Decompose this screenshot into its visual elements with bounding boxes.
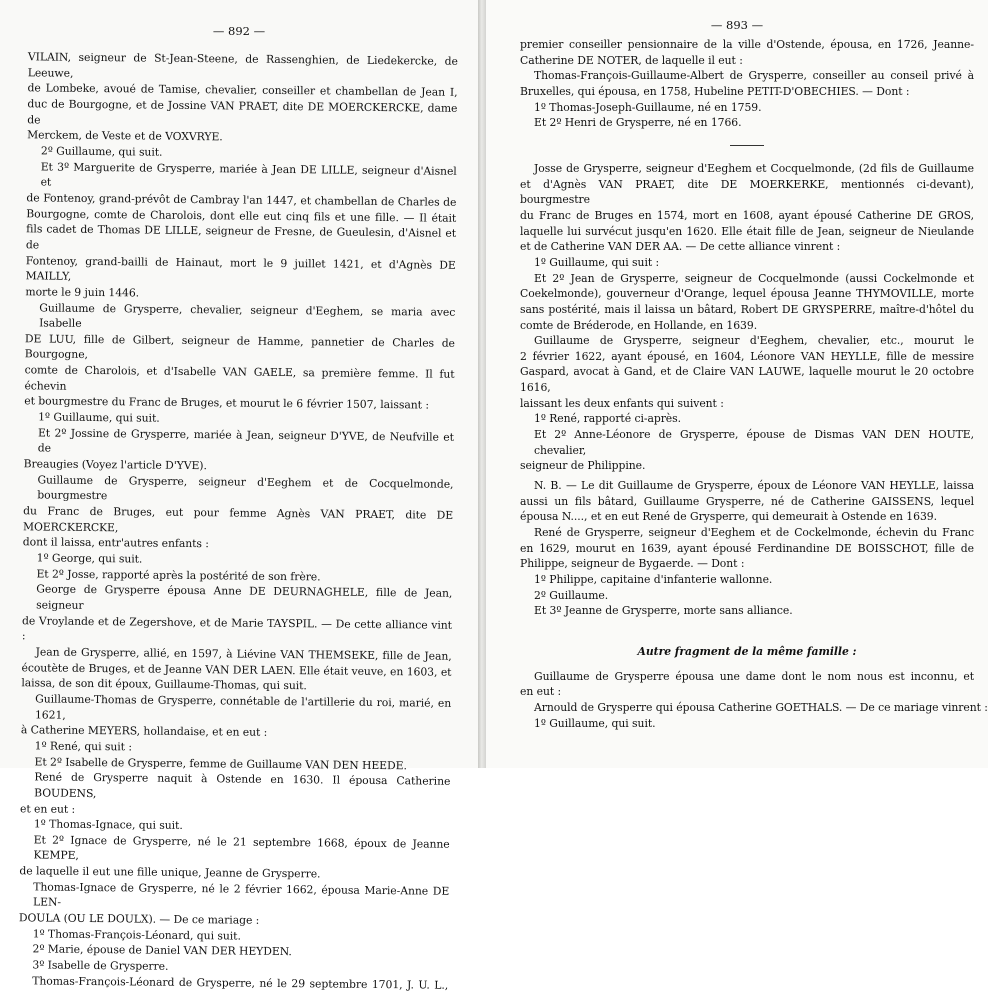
text-line: Et 2º Jean de Grysperre, seigneur de Cocquelmonde (aussi Cockelmonde et xyxy=(534,271,974,285)
text-line: seigneur de Philippine. xyxy=(520,459,646,473)
text-line: Bourgogne, comte de Charolois, dont elle eut cinq fils et une fille. — Il était xyxy=(26,206,457,225)
text-line: 1º Guillaume, qui suit : xyxy=(534,255,660,269)
text-line: 3º Isabelle de Grysperre. xyxy=(32,958,169,973)
text-line: et de Catherine VAN DER AA. — De cette alliance vinrent : xyxy=(520,240,841,254)
text-line: duc de Bourgogne, et de Jossine VAN PRAET, dite DE MOERCKERCKE, dame de xyxy=(27,97,458,127)
text-line: VILAIN, seigneur de St-Jean-Steene, de Rassenghien, de Liedekercke, de Leeuwe, xyxy=(27,50,458,80)
section-subheading: Autre fragment de la même famille : xyxy=(637,644,857,658)
text-line: Breaugies (Voyez l'article D'YVE). xyxy=(23,457,207,473)
text-line: écoutète de Bruges, et de Jeanne VAN DER LAEN. Elle était veuve, en 1603, et xyxy=(21,660,452,679)
text-line: DOULA (OU LE DOULX). — De ce mariage : xyxy=(18,911,260,927)
text-line: 1º Guillaume, qui suit. xyxy=(38,410,160,425)
text-line: laquelle lui survécut jusqu'en 1620. Elle était fille de Jean, seigneur de Nieulande xyxy=(520,224,974,238)
text-line: DE LUU, fille de Gilbert, seigneur de Hamme, pannetier de Charles de Bourgogne, xyxy=(24,332,456,362)
text-line: en eut : xyxy=(520,685,562,699)
text-line: 1º Guillaume, qui suit. xyxy=(534,716,656,730)
text-block-2 xyxy=(520,161,974,619)
text-line: de laquelle il eut une fille unique, Jeanne de Grysperre. xyxy=(19,864,321,881)
left-page xyxy=(0,0,478,992)
text-line: et en eut : xyxy=(19,801,76,816)
text-line: 1º Philippe, capitaine d'infanterie wallonne. xyxy=(534,573,773,586)
text-line: comte de Bréderode, en Hollande, en 1639. xyxy=(520,318,758,332)
text-line: Guillaume de Grysperre, chevalier, seigneur d'Eeghem, se maria avec Isabelle xyxy=(39,300,456,331)
text-line: aussi un fils bâtard, Guillaume Grysperre, né de Catherine GAISSENS, lequel xyxy=(520,494,974,508)
text-line: laissa, de son dit époux, Guillaume-Thomas, qui suit. xyxy=(21,676,307,693)
text-block-1 xyxy=(520,37,974,131)
text-line: Et 2º Josse, rapporté après la postérité de son frère. xyxy=(36,567,321,584)
right-page-text xyxy=(486,37,988,731)
text-line: du Franc de Bruges en 1574, mort en 1608, ayant épousé Catherine DE GROS, xyxy=(520,208,974,222)
text-line: Jean de Grysperre, allié, en 1597, à Liévine VAN THEMSEKE, fille de Jean, xyxy=(35,645,452,663)
text-line: dont il laissa, entr'autres enfants : xyxy=(22,535,210,551)
text-line: Guillaume de Grysperre, seigneur d'Eeghem, chevalier, etc., mourut le xyxy=(534,334,974,348)
page-number-right: — 893 — xyxy=(710,18,764,32)
left-page-text xyxy=(0,49,478,993)
text-line: Et 3º Jeanne de Grysperre, morte sans alliance. xyxy=(534,604,793,618)
text-line: Bruxelles, qui épousa, en 1758, Hubeline PETIT-D'OBECHIES. — Dont : xyxy=(520,84,910,98)
text-line: de Fontenoy, grand-prévôt de Cambray l'an 1447, et chambellan de Charles de xyxy=(26,191,457,209)
text-line: en 1629, mourut en 1639, ayant épousé Ferdinandine DE BOISSCHOT, fille de xyxy=(520,541,974,555)
text-line: fils cadet de Thomas DE LILLE, seigneur de Fresne, de Gueulesin, d'Aisnel et de xyxy=(25,222,457,252)
text-line: 2º Guillaume, qui suit. xyxy=(40,144,163,159)
text-line: Thomas-Ignace de Grysperre, né le 2 février 1662, épousa Marie-Anne DE LEN- xyxy=(32,880,450,910)
text-line: premier conseiller pensionnaire de la ville d'Ostende, épousa, en 1726, Jeanne- xyxy=(520,38,974,51)
text-line: Thomas-François-Léonard de Grysperre, né le 29 septembre 1701, J. U. L., xyxy=(32,974,449,992)
text-block-3 xyxy=(520,669,988,732)
text-line: Et 2º Anne-Léonore de Grysperre, épouse de Dismas VAN DEN HOUTE, chevalier, xyxy=(534,428,974,457)
text-line: Josse de Grysperre, seigneur d'Eeghem et Cocquelmonde, (2d fils de Guillaume xyxy=(534,161,974,175)
right-page xyxy=(486,0,988,768)
text-line: Arnould de Grysperre qui épousa Catherine GOETHALS. — De ce mariage vinrent : xyxy=(534,700,988,714)
text-line: 1º René, rapporté ci-après. xyxy=(534,412,682,426)
text-line: Thomas-François-Guillaume-Albert de Grysperre, conseiller au conseil privé à xyxy=(534,69,974,83)
text-line: du Franc de Bruges, eut pour femme Agnès VAN PRAET, dite DE MOERCKERCKE, xyxy=(22,504,454,534)
text-line: 1º René, qui suit : xyxy=(34,739,133,754)
text-line: et d'Agnès VAN PRAET, dite DE MOERKERKE, mentionnés ci-devant), bourgmestre xyxy=(520,177,974,207)
text-line: comte de Charolois, et d'Isabelle VAN GAELE, sa première femme. Il fut échevin xyxy=(24,363,455,393)
text-line: René de Grysperre naquit à Ostende en 1630. Il épousa Catherine BOUDENS, xyxy=(34,770,451,800)
text-line: à Catherine MEYERS, hollandaise, et en eut : xyxy=(20,723,268,740)
text-line: N. B. — Le dit Guillaume de Grysperre, époux de Léonore VAN HEYLLE, laissa xyxy=(534,479,974,493)
text-line: Et 2º Henri de Grysperre, né en 1766. xyxy=(534,116,742,130)
text-line: Guillaume de Grysperre, seigneur d'Eeghem et de Cocquelmonde, bourgmestre xyxy=(37,473,454,503)
text-line: sans postérité, mais il laissa un bâtard, Robert DE GRYSPERRE, maître-d'hôtel du xyxy=(520,302,974,316)
text-line: morte le 9 juin 1446. xyxy=(25,285,140,300)
text-line: Philippe, seigneur de Bygaerde. — Dont : xyxy=(520,557,745,571)
book-gutter xyxy=(478,0,486,768)
text-line: 2º Guillaume. xyxy=(534,588,609,602)
text-line: Et 2º Ignace de Grysperre, né le 21 septembre 1668, époux de Jeanne KEMPE, xyxy=(33,833,450,863)
text-line: 2 février 1622, ayant épousé, en 1604, Léonore VAN HEYLLE, fille de messire xyxy=(520,349,974,363)
text-line: Merckem, de Veste et de VOXVRYE. xyxy=(27,128,223,144)
text-line: Et 2º Isabelle de Grysperre, femme de Guillaume VAN DEN HEEDE. xyxy=(34,754,407,772)
text-line: de Lombeke, avoué de Tamise, chevalier, conseiller et chambellan de Jean I, xyxy=(27,81,458,100)
text-line: épousa N...., et en eut René de Grysperre, qui demeurait à Ostende en 1639. xyxy=(520,510,937,524)
text-line: 2º Marie, épouse de Daniel VAN DER HEYDEN. xyxy=(32,942,292,959)
text-line: 1º George, qui suit. xyxy=(36,551,143,566)
text-line: René de Grysperre, seigneur d'Eeghem et de Cockelmonde, échevin du Franc xyxy=(534,526,974,540)
section-separator xyxy=(730,145,764,146)
text-line: 1º Thomas-François-Léonard, qui suit. xyxy=(32,927,241,943)
text-line: laissant les deux enfants qui suivent : xyxy=(520,396,724,410)
text-line: Et 2º Jossine de Grysperre, mariée à Jean, seigneur D'YVE, de Neufville et de xyxy=(37,426,455,455)
text-line: 1º Thomas-Ignace, qui suit. xyxy=(33,817,183,833)
text-line: Gaspard, avocat à Gand, et de Claire VAN LAUWE, laquelle mourut le 20 octobre 1616, xyxy=(520,365,974,395)
text-line: Guillaume-Thomas de Grysperre, connétable de l'artillerie du roi, marié, en 1621, xyxy=(34,692,452,722)
text-line: 1º Thomas-Joseph-Guillaume, né en 1759. xyxy=(534,100,762,114)
text-line: George de Grysperre épousa Anne DE DEURNAGHELE, fille de Jean, seigneur xyxy=(36,582,453,612)
text-line: et bourgmestre du Franc de Bruges, et mourut le 6 février 1507, laissant : xyxy=(24,394,430,412)
text-line: de Vroylande et de Zegershove, et de Marie TAYSPIL. — De cette alliance vint : xyxy=(21,613,453,643)
page-number-left: — 892 — xyxy=(212,24,266,38)
text-line: Guillaume de Grysperre épousa une dame dont le nom nous est inconnu, et xyxy=(534,669,974,683)
text-line: Fontenoy, grand-bailli de Hainaut, mort le 9 juillet 1421, et d'Agnès DE MAILLY, xyxy=(25,253,456,283)
text-line: Coekelmonde), gouverneur d'Orange, lequel épousa Jeanne THYMOVILLE, morte xyxy=(520,287,974,301)
text-line: Et 3º Marguerite de Grysperre, mariée à Jean DE LILLE, seigneur d'Aisnel et xyxy=(40,160,457,189)
text-line: Catherine DE NOTER, de laquelle il eut : xyxy=(520,53,743,67)
